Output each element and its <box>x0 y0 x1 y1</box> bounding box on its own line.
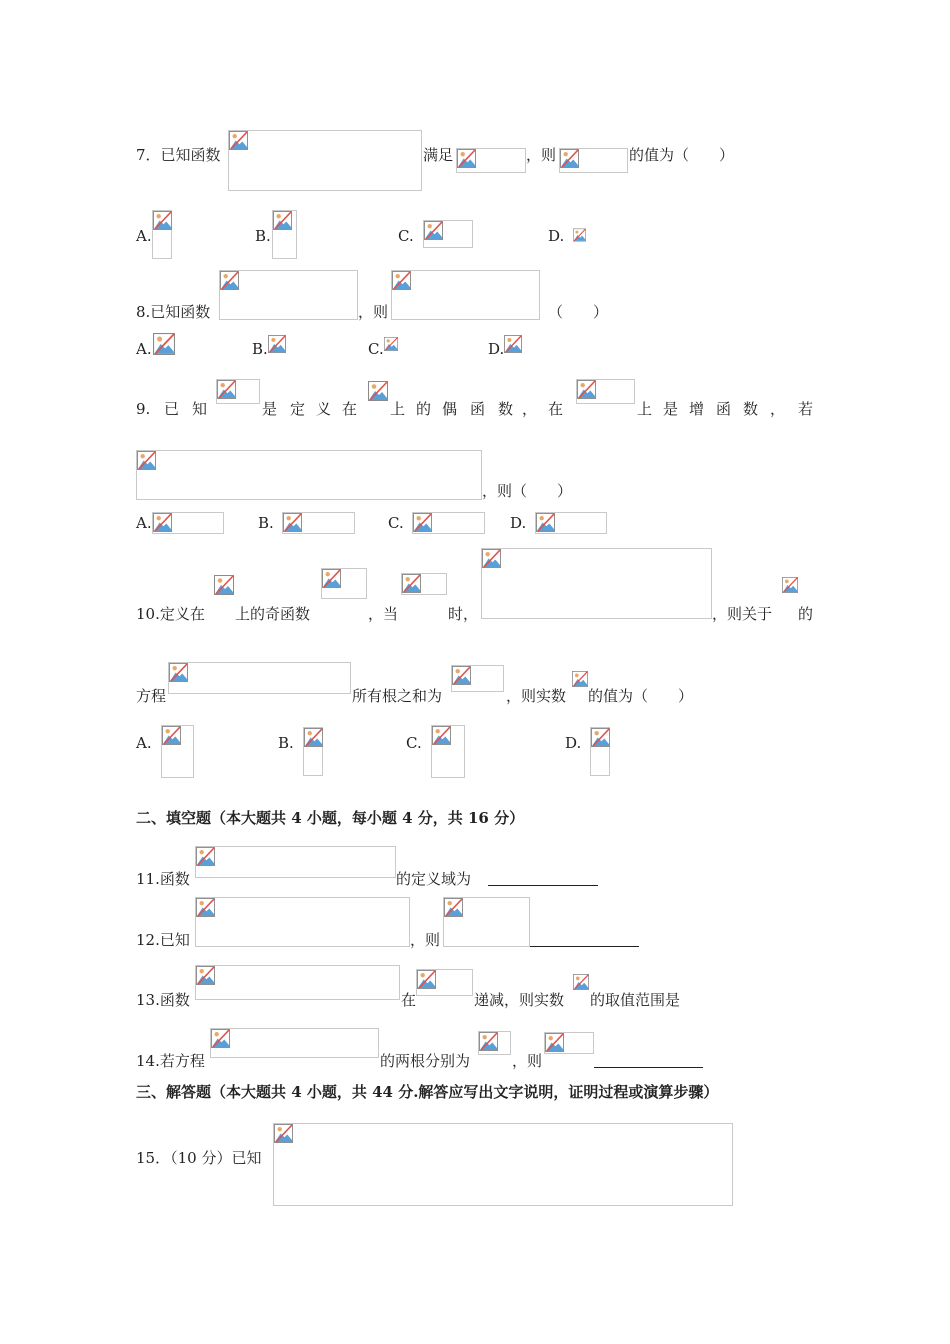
q8-option-a-label: A. <box>136 340 152 358</box>
q8-suffix: （ ） <box>548 303 609 321</box>
q11-formula-image <box>195 846 396 878</box>
broken-image-icon <box>577 380 596 399</box>
section-3-heading: 三、解答题（本大题共 4 小题，共 44 分.解答应写出文字说明，证明过程或演算步骤） <box>136 1083 719 1101</box>
q10-p3: ，当 <box>368 605 399 623</box>
broken-image-icon <box>322 569 341 588</box>
q9-c3: 是 <box>262 400 278 418</box>
q14-answer-blank[interactable] <box>594 1067 703 1068</box>
q9-n: 9. <box>136 400 151 418</box>
q10-option-d-label: D. <box>565 734 582 752</box>
q10-p8: 所有根之和为 <box>352 687 443 705</box>
q9-option-b-image <box>282 512 355 534</box>
broken-image-icon <box>392 271 411 290</box>
q11-answer-blank[interactable] <box>488 885 598 886</box>
q13-suffix: 的取值范围是 <box>590 991 681 1009</box>
q7-option-d-image <box>573 224 586 246</box>
q9-option-d-image <box>535 512 607 534</box>
broken-image-icon <box>153 211 172 230</box>
q9-c1: 已 <box>164 400 180 418</box>
q10-sum-image <box>451 665 504 692</box>
q13-formula-image <box>195 965 400 1000</box>
broken-image-icon <box>452 666 471 685</box>
q9-option-c-label: C. <box>388 514 404 532</box>
broken-image-icon <box>214 574 234 596</box>
q14-prefix: 14.若方程 <box>136 1052 205 1070</box>
q7-option-c-image <box>423 220 473 248</box>
broken-image-icon <box>432 726 451 745</box>
q10-option-b-image <box>303 727 323 776</box>
broken-image-icon <box>153 333 175 355</box>
q12-target-image <box>443 897 530 947</box>
broken-image-icon <box>479 1032 498 1051</box>
q9-c9: 偶 <box>442 400 458 418</box>
broken-image-icon <box>402 574 421 593</box>
q14-mid: 的两根分别为 <box>380 1052 471 1070</box>
q9-c2: 知 <box>192 400 208 418</box>
q8-option-b-image <box>268 333 286 355</box>
broken-image-icon <box>196 966 215 985</box>
broken-image-icon <box>229 131 248 150</box>
broken-image-icon <box>211 1029 230 1048</box>
q10-fx-image <box>321 568 367 599</box>
q10-option-a-image <box>161 725 194 778</box>
q13-mid: 在 <box>401 991 417 1009</box>
q10-option-c-label: C. <box>406 734 422 752</box>
section-2-heading: 二、填空题（本大题共 4 小题，每小题 4 分，共 16 分） <box>136 809 525 827</box>
q10-p7: 方程 <box>136 687 167 705</box>
broken-image-icon <box>482 549 501 568</box>
q11-suffix: 的定义域为 <box>396 870 472 888</box>
q13-interval-image <box>416 969 473 996</box>
broken-image-icon <box>573 224 586 246</box>
broken-image-icon <box>268 333 286 355</box>
q7-option-b-label: B. <box>255 227 271 245</box>
q9-c6: 在 <box>342 400 358 418</box>
broken-image-icon <box>162 726 181 745</box>
q9-fx-image <box>216 379 260 404</box>
q9-c18: 数 <box>743 400 759 418</box>
q8-option-d-image <box>504 333 522 355</box>
q7-mid2: ，则 <box>526 146 557 164</box>
q9-c4: 定 <box>290 400 306 418</box>
broken-image-icon <box>274 1124 293 1143</box>
q10-p1: 10.定义在 <box>136 605 205 623</box>
q10-p4: 时， <box>448 605 479 623</box>
q7-mid1: 满足 <box>423 146 454 164</box>
q9-c17: 函 <box>716 400 732 418</box>
broken-image-icon <box>413 513 432 532</box>
q10-p9: ，则实数 <box>506 687 567 705</box>
broken-image-icon <box>384 333 398 355</box>
q7-option-c-label: C. <box>398 227 414 245</box>
broken-image-icon <box>220 271 239 290</box>
q8-option-b-label: B. <box>252 340 268 358</box>
q9-c12: ， <box>522 400 538 418</box>
broken-image-icon <box>169 663 188 682</box>
q10-when-image <box>401 573 447 595</box>
q15-formula-image <box>273 1123 733 1206</box>
q8-target-image <box>391 270 540 320</box>
broken-image-icon <box>424 221 443 240</box>
q9-c19: ， <box>770 400 786 418</box>
q10-param-image <box>572 670 588 688</box>
broken-image-icon <box>782 576 798 594</box>
q10-domain-image <box>214 574 234 596</box>
q9-c11: 数 <box>498 400 514 418</box>
q9-c7: 上 <box>390 400 406 418</box>
q9-option-d-label: D. <box>510 514 527 532</box>
broken-image-icon <box>137 451 156 470</box>
q8-option-d-label: D. <box>488 340 505 358</box>
q9-c5: 义 <box>316 400 332 418</box>
q13-prefix: 13.函数 <box>136 991 190 1009</box>
broken-image-icon <box>573 973 589 991</box>
q14-equation-image <box>210 1028 379 1058</box>
q7-formula-image <box>228 130 422 191</box>
q9-c16: 增 <box>689 400 705 418</box>
q14-roots-image <box>478 1031 511 1055</box>
q14-target-image <box>544 1032 594 1054</box>
q12-answer-blank[interactable] <box>530 946 639 947</box>
broken-image-icon <box>304 728 323 747</box>
q10-var-image <box>782 576 798 594</box>
q12-prefix: 12.已知 <box>136 931 190 949</box>
q8-mid: ，则 <box>358 303 389 321</box>
q10-p6: 的 <box>798 605 814 623</box>
q8-formula-image <box>219 270 358 320</box>
q7-suffix: 的值为（ ） <box>629 146 735 164</box>
broken-image-icon <box>536 513 555 532</box>
q9-option-a-label: A. <box>136 514 152 532</box>
broken-image-icon <box>504 333 522 355</box>
q12-formula-image <box>195 897 410 947</box>
q9-c14: 上 <box>637 400 653 418</box>
q9-option-b-label: B. <box>258 514 274 532</box>
q15-prefix: 15．（10 分）已知 <box>136 1149 262 1167</box>
q10-option-c-image <box>431 725 465 778</box>
broken-image-icon <box>417 970 436 989</box>
q10-p10: 的值为（ ） <box>588 687 694 705</box>
broken-image-icon <box>273 211 292 230</box>
q7-option-d-label: D. <box>548 227 565 245</box>
q12-mid: ，则 <box>410 931 441 949</box>
q13-mid2: 递减，则实数 <box>474 991 565 1009</box>
q9-domain-image <box>368 380 388 402</box>
broken-image-icon <box>572 670 588 688</box>
q10-option-a-label: A. <box>136 734 152 752</box>
q10-p2: 上的奇函数 <box>235 605 311 623</box>
q8-option-c-image <box>384 333 398 355</box>
q9-option-c-image <box>412 512 485 534</box>
broken-image-icon <box>196 847 215 866</box>
q9-definitions-image <box>136 450 482 500</box>
q8-prefix: 8.已知函数 <box>136 303 211 321</box>
q8-option-a-image <box>153 333 175 355</box>
q10-piecewise-image <box>481 548 712 619</box>
q7-target-image <box>559 148 628 173</box>
q11-prefix: 11.函数 <box>136 870 190 888</box>
q7-option-a-label: A. <box>136 227 152 245</box>
q9-c15: 是 <box>663 400 679 418</box>
broken-image-icon <box>545 1033 564 1052</box>
q9-option-a-image <box>152 512 224 534</box>
q7-prefix: 7．已知函数 <box>136 146 221 164</box>
q9-line2-suffix: ，则（ ） <box>482 482 573 500</box>
q14-mid2: ，则 <box>512 1052 543 1070</box>
q10-equation-image <box>168 662 351 694</box>
q9-c8: 的 <box>416 400 432 418</box>
broken-image-icon <box>368 380 388 402</box>
broken-image-icon <box>196 898 215 917</box>
q9-c20: 若 <box>798 400 814 418</box>
q7-option-a-image <box>152 210 172 259</box>
q9-c10: 函 <box>470 400 486 418</box>
broken-image-icon <box>591 728 610 747</box>
q8-option-c-label: C. <box>368 340 384 358</box>
q10-option-b-label: B. <box>278 734 294 752</box>
q7-option-b-image <box>272 210 297 259</box>
q10-p5: ，则关于 <box>712 605 773 623</box>
q10-option-d-image <box>590 727 610 776</box>
broken-image-icon <box>217 380 236 399</box>
q7-condition-image <box>456 148 526 173</box>
q9-interval-image <box>576 379 635 404</box>
broken-image-icon <box>153 513 172 532</box>
broken-image-icon <box>457 149 476 168</box>
q9-c13: 在 <box>548 400 564 418</box>
broken-image-icon <box>283 513 302 532</box>
broken-image-icon <box>444 898 463 917</box>
broken-image-icon <box>560 149 579 168</box>
q13-param-image <box>573 973 589 991</box>
